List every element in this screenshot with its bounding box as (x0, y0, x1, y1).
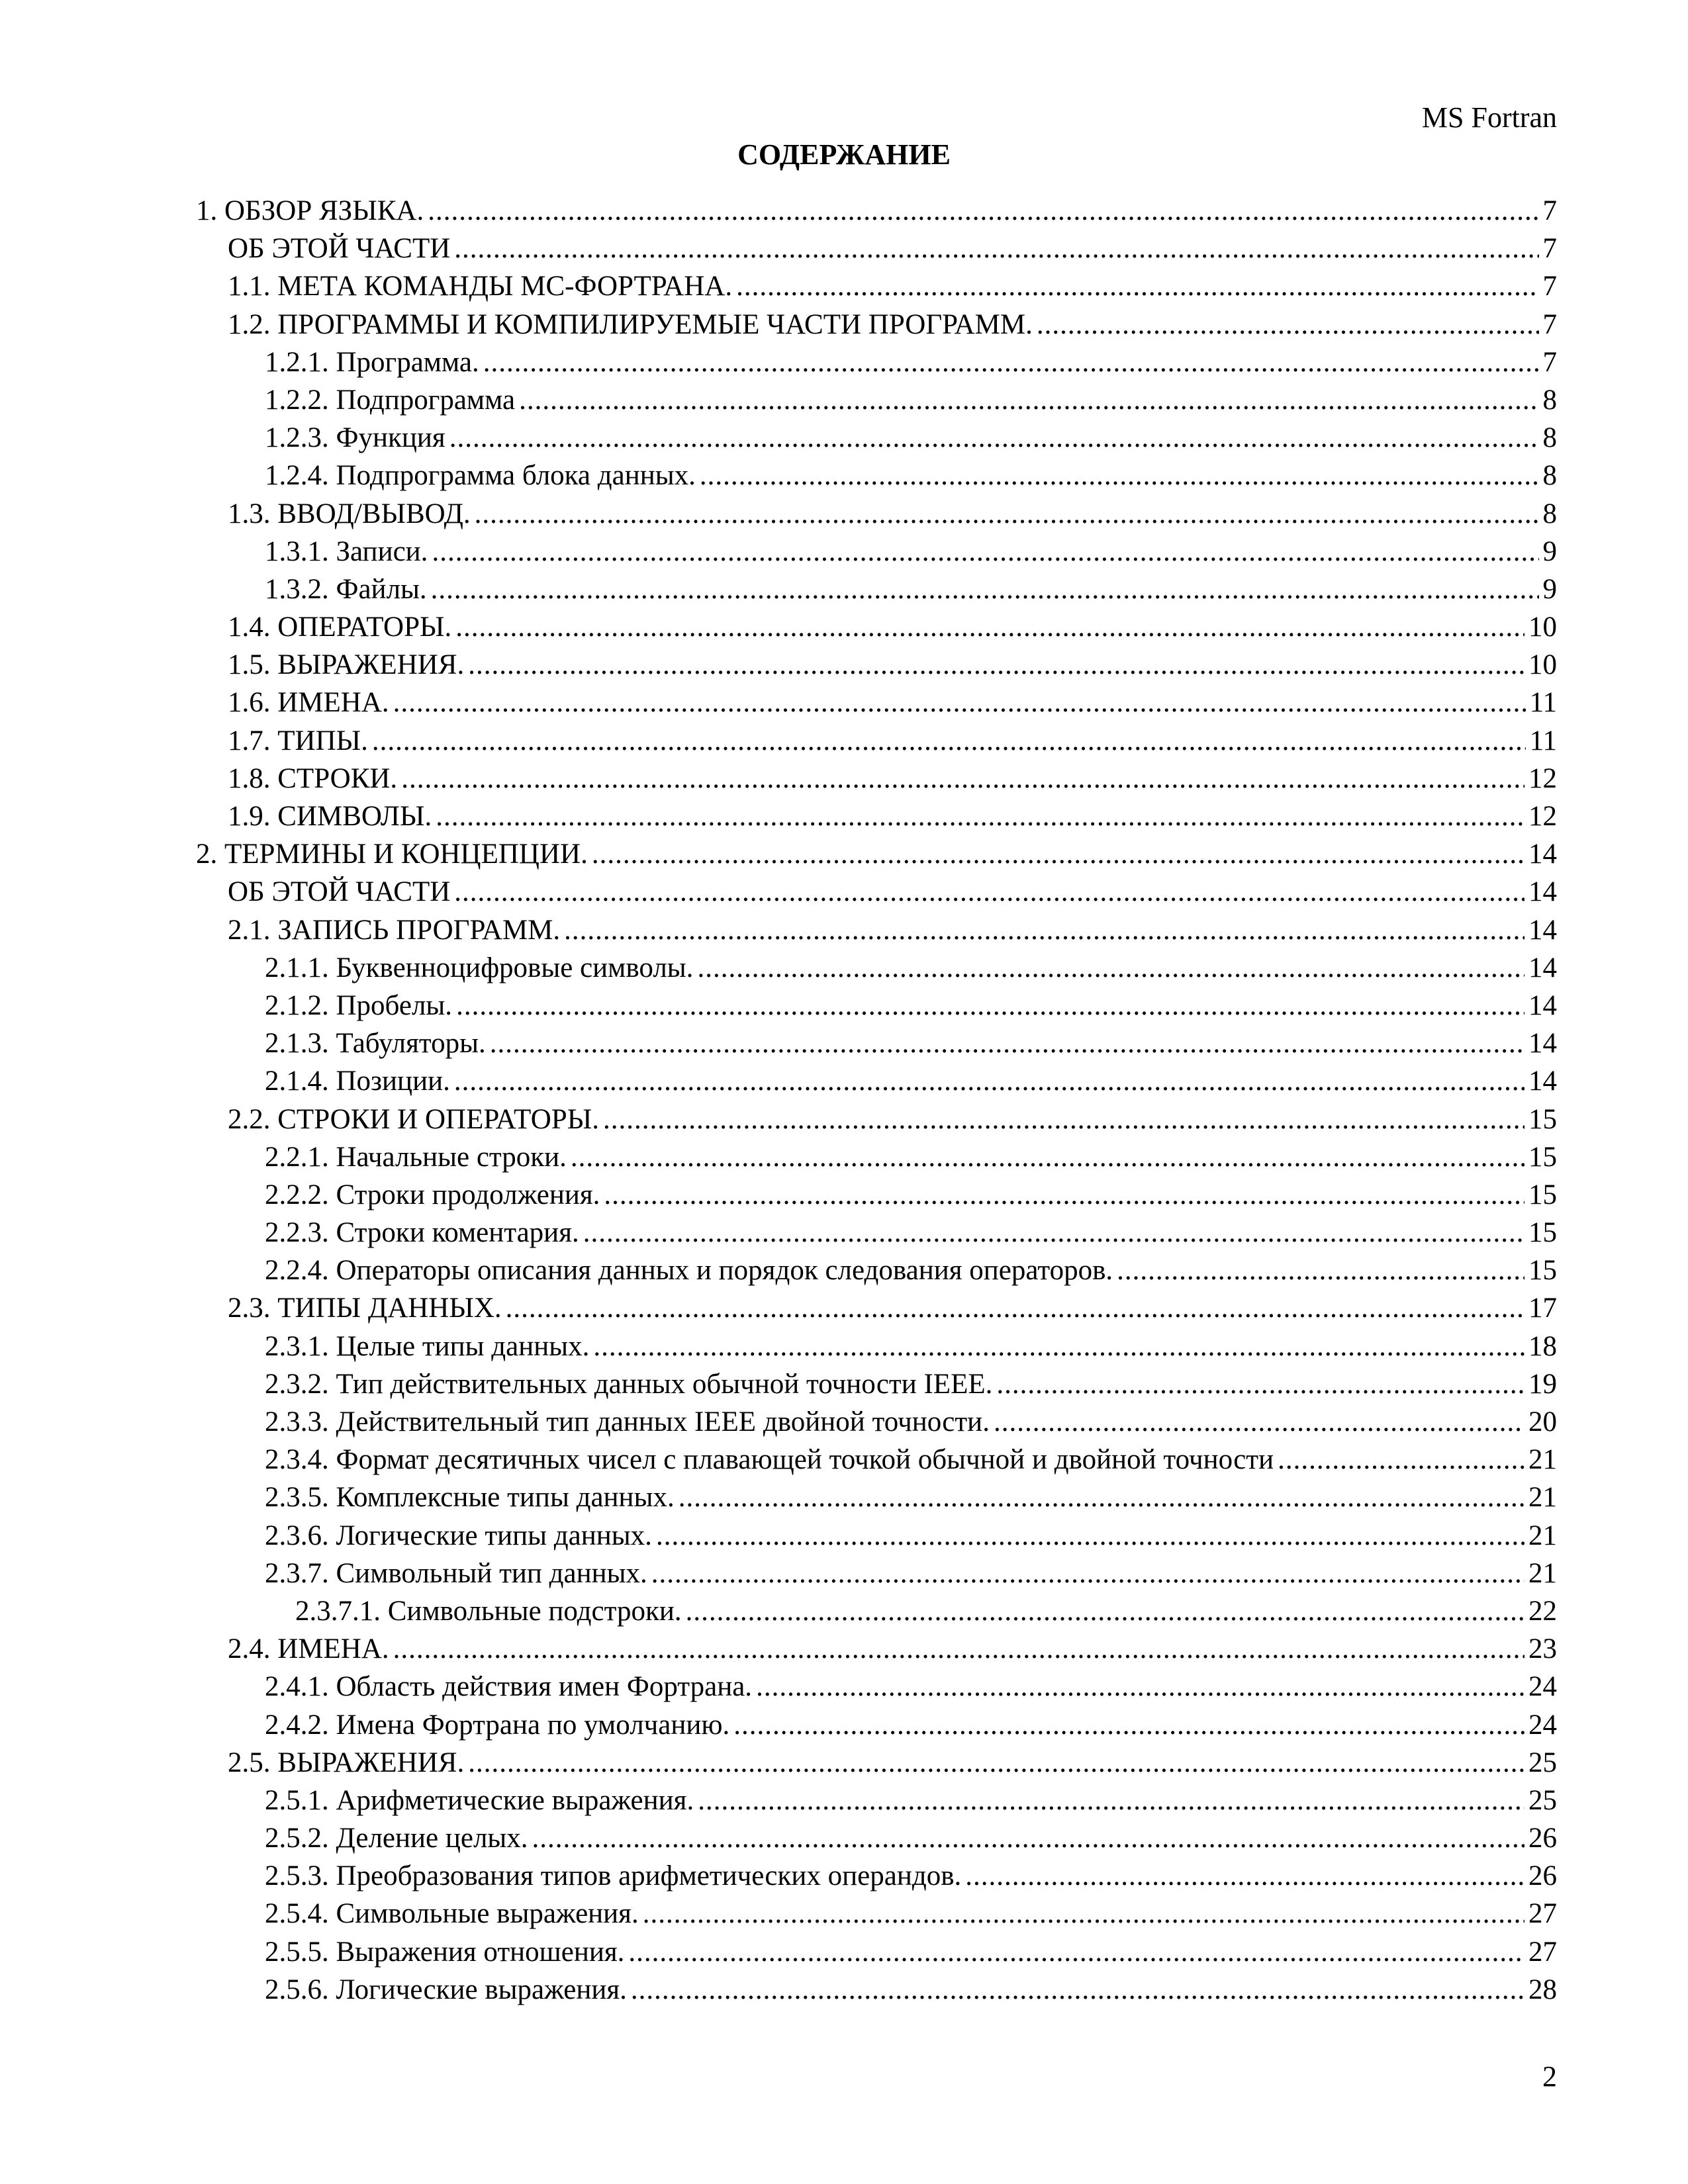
toc-entry-title: 1.1. МЕТА КОМАНДЫ МС-ФОРТРАНА. (228, 271, 733, 302)
toc-entry-title: 2.2.4. Операторы описания данных и порядок следования операторов. (265, 1255, 1113, 1287)
toc-entry-title: 1.9. СИМВОЛЫ. (228, 801, 432, 832)
dot-leader (631, 1971, 1524, 2009)
toc-entry-page: 17 (1528, 1293, 1557, 1324)
dot-leader (454, 1062, 1524, 1100)
toc-entry-page: 14 (1528, 989, 1557, 1021)
dot-leader (965, 1857, 1524, 1895)
toc-entry-title: 1.3.1. Записи. (265, 535, 428, 567)
dot-leader (519, 381, 1538, 419)
toc-entry[interactable] (196, 419, 1557, 457)
dot-leader (698, 1782, 1524, 1819)
toc-entry-title: ОБ ЭТОЙ ЧАСТИ (228, 233, 451, 265)
toc-entry-title: 2.3.7. Символьный тип данных. (265, 1557, 647, 1589)
toc-entry-title: 1.3. ВВОД/ВЫВОД. (228, 498, 471, 529)
toc-entry-title: 2.2. СТРОКИ И ОПЕРАТОРЫ. (228, 1103, 599, 1135)
toc-entry-page: 18 (1528, 1330, 1557, 1362)
toc-entry-title: 1.2.2. Подпрограмма (265, 384, 516, 416)
table-of-contents (196, 192, 1557, 2009)
toc-entry[interactable] (196, 1782, 1557, 1819)
toc-entry[interactable] (196, 1744, 1557, 1782)
dot-leader (468, 646, 1524, 684)
dot-leader (372, 722, 1526, 760)
toc-entry-title: 1.2.1. Программа. (265, 346, 479, 378)
dot-leader (456, 987, 1524, 1024)
toc-entry-title: 2. ТЕРМИНЫ И КОНЦЕПЦИИ. (196, 839, 588, 870)
toc-entry[interactable] (196, 267, 1557, 305)
toc-entry-title: 2.4.2. Имена Фортрана по умолчанию. (265, 1709, 730, 1741)
toc-entry-title: 2.3.7.1. Символьные подстроки. (295, 1595, 682, 1627)
toc-entry-page: 7 (1542, 195, 1557, 226)
toc-entry-title: 2.4.1. Область действия имен Фортрана. (265, 1671, 753, 1703)
toc-entry-page: 14 (1528, 839, 1557, 870)
dot-leader (651, 1555, 1524, 1592)
toc-entry-page: 10 (1528, 649, 1557, 681)
toc-entry[interactable] (196, 949, 1557, 987)
dot-leader (643, 1895, 1524, 1933)
toc-entry-title: 1.6. ИМЕНА. (228, 687, 389, 719)
toc-entry-title: 1. ОБЗОР ЯЗЫКА. (196, 195, 424, 226)
toc-entry[interactable] (196, 533, 1557, 570)
toc-entry[interactable] (196, 1176, 1557, 1214)
page-number: 2 (1542, 2060, 1557, 2093)
dot-leader (401, 760, 1524, 797)
toc-entry[interactable] (196, 684, 1557, 721)
toc-entry[interactable] (196, 1101, 1557, 1138)
toc-entry-page: 26 (1528, 1860, 1557, 1892)
dot-leader (393, 1630, 1524, 1668)
dot-leader (468, 1744, 1524, 1782)
toc-entry-title: 2.3.1. Целые типы данных. (265, 1330, 590, 1362)
toc-entry-title: 1.3.2. Файлы. (265, 573, 427, 605)
dot-leader (564, 911, 1524, 949)
toc-entry[interactable] (196, 1933, 1557, 1971)
toc-entry-page: 7 (1542, 233, 1557, 265)
toc-entry-title: 2.3. ТИПЫ ДАННЫХ. (228, 1293, 502, 1324)
toc-entry-page: 20 (1528, 1406, 1557, 1437)
dot-leader (733, 1706, 1524, 1744)
dot-leader (454, 873, 1524, 911)
toc-entry-page: 15 (1528, 1141, 1557, 1173)
toc-entry[interactable] (196, 1441, 1557, 1479)
dot-leader (483, 343, 1539, 381)
toc-entry-page: 23 (1528, 1633, 1557, 1665)
toc-entry[interactable] (196, 1328, 1557, 1365)
toc-entry[interactable] (196, 911, 1557, 949)
toc-entry-page: 27 (1528, 1898, 1557, 1930)
toc-entry-page: 12 (1528, 762, 1557, 794)
toc-entry[interactable] (196, 608, 1557, 646)
toc-entry[interactable] (196, 646, 1557, 684)
toc-entry-page: 24 (1528, 1671, 1557, 1703)
toc-entry[interactable] (196, 1403, 1557, 1441)
toc-entry[interactable] (196, 1592, 1557, 1630)
toc-entry-title: 2.3.3. Действительный тип данных IEEE двойной точности. (265, 1406, 990, 1437)
toc-entry-title: 2.4. ИМЕНА. (228, 1633, 389, 1665)
toc-entry-title: 2.5.3. Преобразования типов арифметических операндов. (265, 1860, 962, 1892)
toc-entry-title: 1.2. ПРОГРАММЫ И КОМПИЛИРУЕМЫЕ ЧАСТИ ПРОГРАММ. (228, 308, 1033, 340)
toc-entry-title: 2.3.5. Комплексные типы данных. (265, 1482, 675, 1514)
dot-leader (1278, 1441, 1524, 1479)
toc-entry-title: 2.5.2. Деление целых. (265, 1823, 528, 1854)
dot-leader (697, 949, 1524, 987)
dot-leader (455, 608, 1524, 646)
toc-entry-title: 2.3.2. Тип действительных данных обычной точности IEEE. (265, 1368, 993, 1400)
toc-entry[interactable] (196, 1289, 1557, 1327)
dot-leader (994, 1403, 1524, 1441)
dot-leader (490, 1024, 1524, 1062)
toc-entry[interactable] (196, 1819, 1557, 1857)
toc-entry[interactable] (196, 1668, 1557, 1706)
dot-leader (686, 1592, 1524, 1630)
toc-entry-page: 10 (1528, 612, 1557, 643)
toc-entry-page: 15 (1528, 1255, 1557, 1287)
dot-leader (604, 1176, 1524, 1214)
toc-entry[interactable] (196, 797, 1557, 835)
toc-entry-title: 2.3.6. Логические типы данных. (265, 1520, 652, 1551)
toc-entry-page: 21 (1528, 1520, 1557, 1551)
toc-entry[interactable] (196, 343, 1557, 381)
dot-leader (532, 1819, 1524, 1857)
toc-entry-page: 15 (1528, 1217, 1557, 1249)
toc-entry[interactable] (196, 760, 1557, 797)
toc-entry-title: 2.2.3. Строки коментария. (265, 1217, 579, 1249)
toc-entry-page: 14 (1528, 914, 1557, 946)
toc-entry-page: 22 (1528, 1595, 1557, 1627)
dot-leader (656, 1517, 1524, 1555)
toc-entry-title: 2.2.2. Строки продолжения. (265, 1179, 600, 1210)
toc-entry-title: 1.2.3. Функция (265, 422, 445, 454)
dot-leader (431, 570, 1539, 608)
dot-leader (436, 797, 1524, 835)
toc-entry-page: 7 (1542, 346, 1557, 378)
dot-leader (679, 1479, 1524, 1516)
toc-entry-page: 26 (1528, 1823, 1557, 1854)
toc-entry-title: 1.7. ТИПЫ. (228, 725, 368, 756)
dot-leader (428, 192, 1538, 230)
toc-entry-title: 1.2.4. Подпрограмма блока данных. (265, 460, 696, 492)
dot-leader (454, 230, 1538, 267)
dot-leader (756, 1668, 1524, 1706)
dot-leader (736, 267, 1538, 305)
toc-entry-page: 24 (1528, 1709, 1557, 1741)
toc-entry-page: 8 (1542, 498, 1557, 529)
toc-entry[interactable] (196, 873, 1557, 911)
page-title: СОДЕРЖАНИЕ (737, 138, 951, 171)
toc-entry[interactable] (196, 1895, 1557, 1933)
toc-entry[interactable] (196, 230, 1557, 267)
toc-entry[interactable] (196, 1062, 1557, 1100)
toc-entry-page: 9 (1542, 535, 1557, 567)
toc-entry-page: 7 (1542, 271, 1557, 302)
toc-entry-page: 14 (1528, 952, 1557, 983)
toc-entry-page: 14 (1528, 876, 1557, 908)
toc-entry-page: 9 (1542, 573, 1557, 605)
toc-entry[interactable] (196, 1857, 1557, 1895)
toc-entry-title: 2.2.1. Начальные строки. (265, 1141, 567, 1173)
running-header: MS Fortran (1421, 101, 1557, 134)
toc-entry[interactable] (196, 722, 1557, 760)
toc-entry-page: 27 (1528, 1936, 1557, 1968)
toc-entry-page: 21 (1528, 1482, 1557, 1514)
toc-entry[interactable] (196, 1251, 1557, 1289)
toc-entry[interactable] (196, 1214, 1557, 1251)
toc-entry-page: 14 (1528, 1066, 1557, 1097)
dot-leader (583, 1214, 1524, 1251)
toc-entry-title: 2.3.4. Формат десятичных чисел с плавающей точкой обычной и двойной точности (265, 1444, 1274, 1476)
toc-entry-page: 28 (1528, 1974, 1557, 2005)
dot-leader (506, 1289, 1524, 1327)
toc-entry-page: 11 (1529, 725, 1557, 756)
toc-entry[interactable] (196, 306, 1557, 343)
toc-entry[interactable] (196, 570, 1557, 608)
toc-entry-page: 11 (1529, 687, 1557, 719)
dot-leader (571, 1138, 1524, 1176)
toc-entry-page: 12 (1528, 801, 1557, 832)
dot-leader (996, 1365, 1524, 1403)
dot-leader (432, 533, 1538, 570)
toc-entry-page: 8 (1542, 422, 1557, 454)
toc-entry-page: 25 (1528, 1784, 1557, 1816)
toc-entry[interactable] (196, 381, 1557, 419)
toc-entry-title: ОБ ЭТОЙ ЧАСТИ (228, 876, 451, 908)
toc-entry-title: 2.1.1. Буквенноцифровые символы. (265, 952, 694, 983)
dot-leader (449, 419, 1539, 457)
dot-leader (1037, 306, 1539, 343)
toc-entry[interactable] (196, 1365, 1557, 1403)
toc-entry-page: 7 (1542, 308, 1557, 340)
toc-entry-page: 15 (1528, 1179, 1557, 1210)
toc-entry[interactable] (196, 1555, 1557, 1592)
toc-entry-page: 21 (1528, 1557, 1557, 1589)
toc-entry-page: 25 (1528, 1747, 1557, 1778)
dot-leader (475, 495, 1539, 533)
toc-entry-title: 2.5.5. Выражения отношения. (265, 1936, 625, 1968)
toc-entry-page: 15 (1528, 1103, 1557, 1135)
toc-entry[interactable] (196, 1138, 1557, 1176)
toc-entry[interactable] (196, 987, 1557, 1024)
dot-leader (603, 1101, 1524, 1138)
toc-entry[interactable] (196, 835, 1557, 873)
toc-entry-title: 2.5. ВЫРАЖЕНИЯ. (228, 1747, 465, 1778)
toc-entry[interactable] (196, 1024, 1557, 1062)
toc-entry-title: 2.5.6. Логические выражения. (265, 1974, 627, 2005)
toc-entry[interactable] (196, 192, 1557, 230)
toc-entry[interactable] (196, 1971, 1557, 2009)
toc-entry-page: 8 (1542, 384, 1557, 416)
dot-leader (593, 1328, 1524, 1365)
toc-entry-title: 2.1.3. Табуляторы. (265, 1028, 486, 1060)
dot-leader (628, 1933, 1524, 1971)
toc-entry[interactable] (196, 1517, 1557, 1555)
toc-entry-page: 21 (1528, 1444, 1557, 1476)
toc-entry[interactable] (196, 457, 1557, 494)
toc-entry-title: 1.8. СТРОКИ. (228, 762, 398, 794)
toc-entry[interactable] (196, 1630, 1557, 1668)
dot-leader (393, 684, 1526, 721)
toc-entry-title: 2.1.4. Позиции. (265, 1066, 450, 1097)
toc-entry-page: 14 (1528, 1028, 1557, 1060)
toc-entry[interactable] (196, 495, 1557, 533)
toc-entry-title: 2.5.4. Символьные выражения. (265, 1898, 639, 1930)
toc-entry-title: 1.4. ОПЕРАТОРЫ. (228, 612, 452, 643)
toc-entry-page: 8 (1542, 460, 1557, 492)
toc-entry-title: 2.1. ЗАПИСЬ ПРОГРАММ. (228, 914, 561, 946)
toc-entry-title: 2.1.2. Пробелы. (265, 989, 453, 1021)
toc-entry-page: 19 (1528, 1368, 1557, 1400)
dot-leader (1117, 1251, 1524, 1289)
dot-leader (700, 457, 1539, 494)
toc-entry-title: 2.5.1. Арифметические выражения. (265, 1784, 694, 1816)
toc-entry[interactable] (196, 1706, 1557, 1744)
dot-leader (592, 835, 1524, 873)
toc-entry-title: 1.5. ВЫРАЖЕНИЯ. (228, 649, 465, 681)
toc-entry[interactable] (196, 1479, 1557, 1516)
